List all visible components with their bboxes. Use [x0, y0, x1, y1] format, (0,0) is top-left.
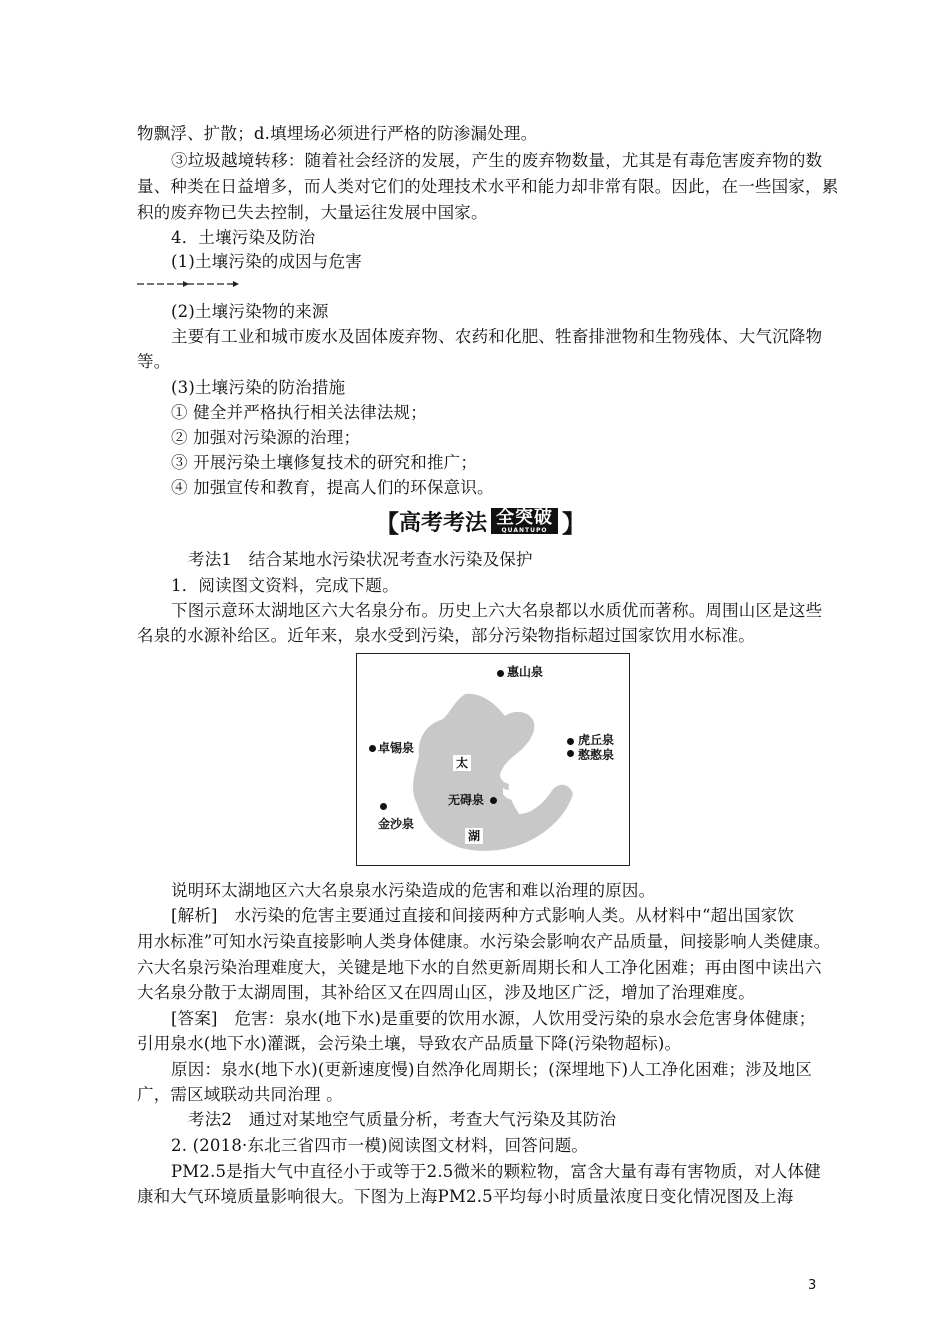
label-hanhan: 憨憨泉 — [578, 748, 615, 762]
banner-title: 高考考法 — [399, 510, 488, 536]
question-text: 说明环太湖地区六大名泉泉水污染造成的危害和难以治理的原因。 — [171, 881, 656, 900]
analysis-line: [解析] 水污染的危害主要通过直接和间接两种方式影响人类。从材料中“超出国家饮 — [171, 906, 795, 925]
text-line: 积的废弃物已失去控制，大量运往发展中国家。 — [137, 203, 488, 222]
banner-bracket-left: 【 — [375, 509, 399, 538]
question-stem: 2. (2018·东北三省四市一模)阅读图文材料，回答问题。 — [171, 1136, 589, 1155]
text-line: ③垃圾越境转移：随着社会经济的发展，产生的废弃物数量，尤其是有毒危害废弃物的数 — [171, 151, 823, 170]
text-line: 等。 — [137, 352, 171, 371]
list-item: ② 加强对污染源的治理； — [171, 428, 361, 447]
section-heading: 4．土壤污染及防治 — [171, 228, 316, 247]
banner-bracket-right: 】 — [562, 509, 587, 538]
spring-dot — [567, 738, 574, 745]
text-line: 主要有工业和城市废水及固体废弃物、农药和化肥、牲畜排泄物和生物残体、大气沉降物 — [171, 327, 823, 346]
text-line: 名泉的水源补给区。近年来，泉水受到污染，部分污染物指标超过国家饮用水标准。 — [137, 626, 755, 645]
banner-badge-pinyin: QUANTUPO — [501, 526, 548, 534]
list-item: ① 健全并严格执行相关法律法规； — [171, 403, 427, 422]
list-item: ③ 开展污染土壤修复技术的研究和推广； — [171, 453, 478, 472]
label-hu: 湖 — [465, 828, 483, 844]
answer-line: 引用泉水(地下水)灌溉，会污染土壤，导致农产品质量下降(污染物超标)。 — [137, 1034, 682, 1053]
analysis-line: 六大名泉污染治理难度大，关键是地下水的自然更新周期长和人工净化困难；再由图中读出六 — [137, 958, 822, 977]
answer-line: 原因：泉水(地下水)(更新速度慢)自然净化周期长；(深埋地下)人工净化困难；涉及地区 — [171, 1060, 813, 1079]
question-stem: 1．阅读图文资料，完成下题。 — [171, 576, 399, 595]
subsection-heading: (1)土壤污染的成因与危害 — [171, 252, 362, 271]
method-heading: 考法2 通过对某地空气质量分析，考查大气污染及其防治 — [188, 1110, 617, 1129]
flow-arrows — [137, 278, 257, 290]
answer-line: [答案] 危害：泉水(地下水)是重要的饮用水源，人饮用受污染的泉水会危害身体健康； — [171, 1009, 816, 1028]
spring-dot — [490, 797, 497, 804]
spring-dot — [567, 750, 574, 757]
banner-badge — [491, 508, 558, 534]
label-zhuoxi: 卓锡泉 — [378, 741, 415, 755]
text-line: 量、种类在日益增多，而人类对它们的处理技术水平和能力却非常有限。因此，在一些国家，累 — [137, 177, 839, 196]
answer-line: 广，需区域联动共同治理 。 — [137, 1085, 343, 1104]
list-item: ④ 加强宣传和教育，提高人们的环保意识。 — [171, 478, 494, 497]
analysis-line: 用水标准”可知水污染直接影响人类身体健康。水污染会影响农产品质量，间接影响人类健康。 — [137, 932, 831, 951]
analysis-line: 大名泉分散于太湖周围，其补给区又在四周山区，涉及地区广泛，增加了治理难度。 — [137, 983, 755, 1002]
text-line: 康和大气环境质量影响很大。下图为上海PM2.5平均每小时质量浓度日变化情况图及上海 — [137, 1187, 794, 1206]
page-number: 3 — [808, 1278, 817, 1293]
label-huqiu: 虎丘泉 — [578, 733, 615, 747]
subsection-heading: (2)土壤污染物的来源 — [171, 302, 329, 321]
text-line: 物飘浮、扩散；d.填埋场必须进行严格的防渗漏处理。 — [137, 124, 538, 143]
banner-badge-text: 全突破 — [496, 506, 554, 528]
spring-dot — [369, 745, 376, 752]
label-huishan: 惠山泉 — [507, 665, 544, 679]
method-heading: 考法1 结合某地水污染状况考查水污染及保护 — [188, 550, 533, 569]
subsection-heading: (3)土壤污染的防治措施 — [171, 378, 346, 397]
label-jinsha: 金沙泉 — [378, 817, 415, 831]
label-wuai: 无碍泉 — [448, 793, 485, 807]
spring-dot — [497, 670, 504, 677]
taihu-springs-map — [356, 653, 630, 866]
label-tai: 太 — [453, 755, 471, 771]
section-banner — [375, 506, 586, 536]
text-line: 下图示意环太湖地区六大名泉分布。历史上六大名泉都以水质优而著称。周围山区是这些 — [171, 601, 823, 620]
text-line: PM2.5是指大气中直径小于或等于2.5微米的颗粒物，富含大量有毒有害物质，对人体健 — [171, 1162, 821, 1181]
spring-dot — [380, 803, 387, 810]
